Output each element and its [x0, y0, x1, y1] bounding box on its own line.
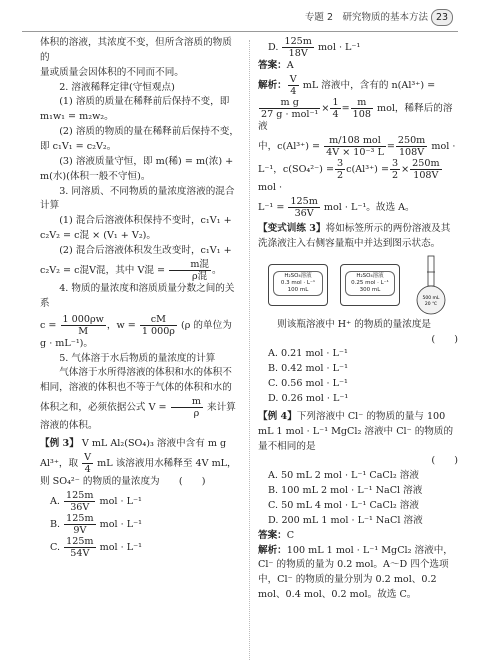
- paragraph: [40, 366, 240, 434]
- answer-label: 答案：: [258, 60, 287, 72]
- text: 来计算溶液的体积。: [40, 402, 236, 432]
- exercise-tag: 【变式训练 3】: [258, 222, 326, 234]
- numerator: 125m: [66, 512, 94, 524]
- numerator: V: [84, 451, 92, 463]
- denominator: 4V × 10⁻³ L: [326, 146, 384, 158]
- answer: [258, 59, 458, 74]
- fraction: [330, 97, 340, 120]
- text: mol · L⁻¹。故选 A。: [323, 201, 415, 213]
- fraction: [171, 396, 203, 419]
- analysis: [258, 544, 458, 603]
- analysis-label: 解析：: [258, 79, 287, 91]
- variant-option[interactable]: A. 0.21 mol · L⁻¹: [268, 348, 348, 360]
- numerator: 250m: [397, 134, 426, 146]
- denominator: 27 g · mol⁻¹: [261, 109, 319, 121]
- label-line: 100 mL: [287, 286, 309, 293]
- denominator: 36V: [70, 501, 90, 513]
- option-key: A.: [50, 495, 60, 507]
- paragraph: (2) 混合后溶液体积发生改变时，c₁V₁ + c₂V₂ = c混V混，其中 V混 = $\frac{\text{m混}}{\text{ρ混}}$ 。: [40, 245, 232, 282]
- example-tag: 【例 4】: [258, 410, 297, 422]
- text: mol ·: [431, 140, 456, 152]
- variant-option[interactable]: D. 0.26 mol · L⁻¹: [268, 392, 349, 404]
- text-line: 体积的溶液，其浓度不变，但所含溶质的物质的: [40, 37, 232, 63]
- fraction: [390, 158, 400, 181]
- text: ，w =: [106, 319, 136, 331]
- operator: =: [386, 140, 395, 152]
- label-line: 300 mL: [359, 286, 381, 293]
- numerator: 3: [391, 157, 399, 169]
- numerator: m/108 mol: [324, 135, 386, 147]
- bottle-label: [345, 271, 395, 296]
- option-key: D.: [268, 42, 279, 54]
- denominator: 4: [84, 463, 91, 475]
- label-line: H₂SO₄溶液: [284, 272, 312, 279]
- example4-option[interactable]: D. 200 mL 1 mol · L⁻¹ NaCl 溶液: [268, 514, 423, 526]
- variant-option[interactable]: C. 0.56 mol · L⁻¹: [268, 378, 348, 390]
- option-a[interactable]: [40, 490, 240, 513]
- text: mol ·: [258, 182, 283, 194]
- unit: mol · L⁻¹: [317, 42, 361, 54]
- fraction: [335, 158, 345, 181]
- analysis-line: [258, 74, 458, 97]
- label-line: 0.25 mol · L⁻¹: [351, 279, 389, 286]
- answer: [258, 529, 458, 544]
- text: mL 该溶液用水稀释至 4V mL，则 SO₄²⁻ 的物质的量浓度为 ( ): [40, 457, 237, 488]
- bottle-label: [273, 271, 323, 296]
- reagent-bottle-1: [268, 264, 328, 306]
- example-tag: 【例 3】: [40, 438, 79, 450]
- fraction: [324, 135, 386, 158]
- reagent-bottle-2: [340, 264, 400, 306]
- page-header: [0, 0, 480, 34]
- text: (2) 混合后溶液体积发生改变时，c₁V₁ + c₂V₂ = c混V混，其中 V混 =: [40, 245, 232, 276]
- text: 100 mL 1 mol · L⁻¹ MgCl₂ 溶液中，Cl⁻ 的物质的量为 0.2 mol。A～D 四个选项中，Cl⁻ 的物质的量分别为 0.2 mol、0.2 mol、0.4 mol、0.2 mol。故选 C。: [258, 544, 453, 601]
- numerator: 3: [337, 157, 344, 169]
- column-divider: [249, 40, 250, 660]
- unit: mol · L⁻¹: [99, 518, 143, 530]
- formula-line: [40, 314, 240, 337]
- paragraph: (3) 溶液质量守恒，即 m(稀) = m(浓) + m(水)(体积一般不守恒)。: [40, 155, 234, 182]
- numerator: 1: [332, 96, 339, 108]
- numerator: m: [351, 97, 373, 109]
- fraction: [169, 259, 211, 282]
- text: (ρ 的单位为: [181, 319, 232, 331]
- text: 中，c(Al³⁺) =: [258, 140, 321, 152]
- section-heading: 3. 同溶质、不同物质的量浓度溶液的混合计算: [40, 185, 235, 212]
- text-line: 量或质量会因体积的不同而不同。: [40, 66, 184, 78]
- analysis-line: [258, 196, 458, 219]
- text: V mL Al₂(SO₄)₃ 溶液中含有 m g Al³⁺，取: [40, 438, 227, 469]
- numerator: cM: [140, 314, 177, 326]
- fraction: [282, 36, 313, 59]
- example4-option[interactable]: B. 100 mL 2 mol · L⁻¹ NaCl 溶液: [268, 485, 423, 497]
- figure-bottles-flask: [258, 254, 458, 316]
- variant-exercise-3: [258, 222, 458, 252]
- denominator: 108V: [398, 146, 425, 158]
- denominator: 9V: [73, 524, 87, 536]
- fraction: [64, 490, 95, 513]
- fraction: [140, 314, 177, 337]
- text: mol，稀释后的溶液: [258, 103, 453, 133]
- answer-label: 答案：: [258, 529, 287, 541]
- text: 下列溶液中 Cl⁻ 的物质的量与 100 mL 1 mol · L⁻¹ MgCl₂ 溶液中 Cl⁻ 的物质的量不相同的是: [258, 410, 454, 452]
- paragraph: (1) 溶质的质量在稀释前后保持不变，即 m₁w₁ = m₂w₂。: [40, 96, 230, 123]
- header-rule: [22, 31, 458, 32]
- denominator: 2: [337, 170, 344, 181]
- flask-temperature: 20 ℃: [424, 301, 438, 307]
- label-line: 0.3 mol · L⁻¹: [280, 279, 316, 286]
- left-column: [40, 36, 240, 559]
- fraction: [61, 314, 106, 337]
- analysis-line: [258, 135, 458, 158]
- numerator: V: [289, 73, 297, 85]
- example-4: [258, 410, 458, 455]
- denominator: M: [78, 325, 89, 337]
- page-number: 23: [431, 9, 453, 26]
- numerator: m: [171, 396, 203, 408]
- denominator: 36V: [294, 207, 314, 219]
- right-column: [258, 36, 458, 603]
- numerator: 250m: [412, 157, 440, 169]
- variant-option[interactable]: B. 0.42 mol · L⁻¹: [268, 363, 348, 375]
- numerator: 1 000ρw: [62, 313, 104, 325]
- text-line: g · mL⁻¹)。: [40, 337, 94, 349]
- fraction: [64, 513, 95, 536]
- analysis-line: [258, 158, 458, 196]
- fraction: [351, 97, 373, 120]
- answer-value: A: [286, 60, 294, 72]
- example-3: [40, 437, 240, 490]
- example4-option[interactable]: C. 50 mL 4 mol · L⁻¹ CaCl₂ 溶液: [268, 499, 419, 511]
- answer-paren: ( ): [431, 333, 458, 345]
- flask-capacity: 500 mL: [422, 295, 440, 301]
- numerator: m混: [169, 259, 211, 271]
- section-heading: 5. 气体溶于水后物质的量浓度的计算: [59, 352, 216, 364]
- denominator: 18V: [288, 48, 308, 60]
- unit: mol · L⁻¹: [99, 495, 142, 507]
- text: 气体溶于水所得溶液的体积和水的体积不相同，溶液的体积也不等于气体的体积和水的体积之和，必须依据公式 V =: [40, 367, 232, 414]
- section-heading: 2. 溶液稀释定律(守恒观点): [59, 81, 175, 93]
- denominator: 108V: [413, 170, 439, 181]
- fraction: [82, 452, 93, 475]
- text: 将如标签所示的两份溶液及其洗涤液注入右侧容量瓶中并达到图示状态。: [258, 222, 451, 249]
- fraction: [64, 536, 95, 559]
- paragraph: (1) 混合后溶液体积保持不变时，c₁V₁ + c₂V₂ = c混 × (V₁ + V₂)。: [40, 215, 232, 242]
- example4-option[interactable]: A. 50 mL 2 mol · L⁻¹ CaCl₂ 溶液: [268, 470, 419, 482]
- numerator: 125m: [284, 36, 312, 47]
- paragraph: (2) 溶质的物质的量在稀释前后保持不变，即 c₁V₁ = c₂V₂。: [40, 126, 239, 153]
- option-c[interactable]: [40, 536, 240, 559]
- denominator: 4: [290, 85, 297, 97]
- denominator: 2: [391, 170, 399, 181]
- option-key: B.: [50, 518, 61, 530]
- denominator: 1 000ρ: [141, 325, 175, 337]
- fraction: [259, 97, 320, 120]
- numerator: 125m: [66, 536, 94, 547]
- question: 则该瓶溶液中 H⁺ 的物质的量浓度是: [277, 318, 432, 330]
- denominator: 54V: [70, 548, 90, 560]
- volumetric-flask-icon: [416, 254, 446, 316]
- fraction: [410, 158, 441, 181]
- answer-value: C: [286, 529, 295, 541]
- operator: ×: [401, 164, 410, 175]
- numerator: 125m: [290, 195, 318, 207]
- operator: ×: [321, 103, 330, 115]
- text: L⁻¹，c(SO₄²⁻) =: [258, 164, 335, 175]
- analysis-line: [258, 97, 458, 135]
- option-b[interactable]: [40, 513, 240, 536]
- fraction: [288, 74, 299, 97]
- option-key: C.: [50, 542, 61, 554]
- analysis-label: 解析：: [258, 544, 287, 556]
- numerator: 125m: [66, 489, 94, 501]
- operator: =: [341, 103, 350, 115]
- header-title: 专题 2 研究物质的基本方法: [304, 12, 428, 23]
- label-line: H₂SO₄溶液: [356, 272, 384, 279]
- answer-paren: ( ): [431, 455, 458, 467]
- text: c(Al³⁺) =: [346, 164, 389, 175]
- section-heading: 4. 物质的量浓度和溶质质量分数之间的关系: [40, 282, 235, 309]
- denominator: ρ: [193, 408, 200, 420]
- denominator: 108: [352, 109, 371, 121]
- fraction: [288, 196, 319, 219]
- denominator: 4: [332, 109, 339, 121]
- option-d[interactable]: [258, 36, 458, 59]
- unit: mol · L⁻¹: [99, 542, 142, 554]
- text: c =: [40, 319, 57, 331]
- text: L⁻¹ =: [258, 201, 285, 213]
- text: mL 溶液中，含有的 n(Al³⁺) =: [302, 79, 436, 91]
- denominator: ρ混: [192, 270, 208, 282]
- fraction: [396, 135, 427, 158]
- numerator: m g: [259, 97, 320, 109]
